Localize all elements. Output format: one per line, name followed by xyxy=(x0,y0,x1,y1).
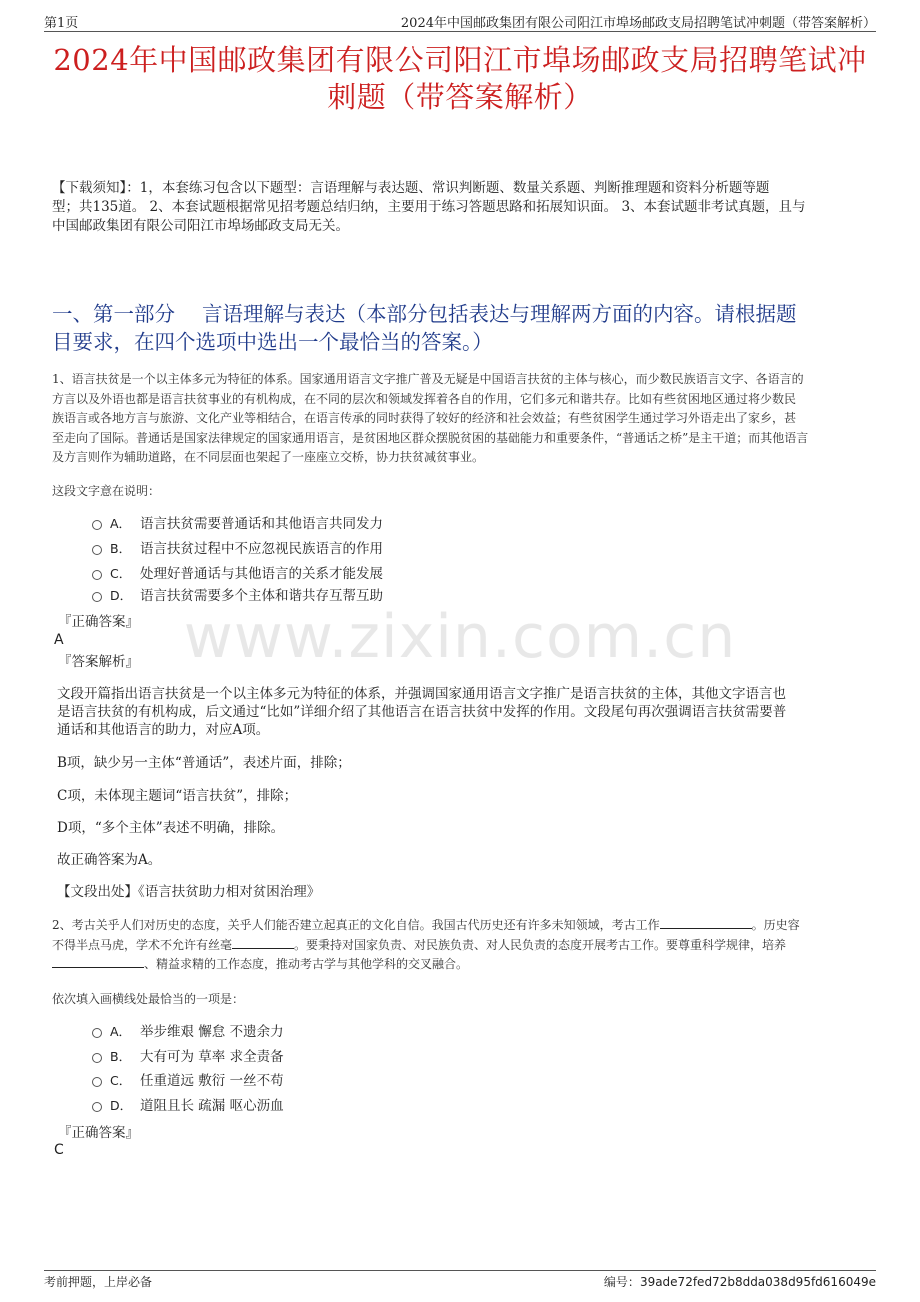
passage-line: 1、语言扶贫是一个以主体多元为特征的体系。国家通用语言文字推广普及无疑是中国语言扶贫的主体与核心，而少数民族语言文字、各语言的 xyxy=(52,372,804,386)
question-2-passage xyxy=(52,916,868,975)
radio-icon[interactable] xyxy=(92,1102,102,1112)
notice-line-1: 【下载须知】：1，本套练习包含以下题型：言语理解与表达题、常识判断题、数量关系题、判断推理题和资料分析题等题 xyxy=(52,180,770,196)
passage-line: 及方言则作为辅助道路，在不同层面也架起了一座座立交桥，协力扶贫减贫事业。 xyxy=(52,450,485,464)
section-line-2: 目要求，在四个选项中选出一个最恰当的答案。） xyxy=(52,330,493,354)
q2-answer: C xyxy=(54,1142,64,1158)
option-text: 处理好普通话与其他语言的关系才能发展 xyxy=(140,566,383,582)
analysis-line: 通话和其他语言的助力，对应A项。 xyxy=(57,722,270,738)
title-line-2: 刺题（带答案解析） xyxy=(327,80,593,114)
q1-option-a[interactable] xyxy=(92,515,383,533)
q2-option-b[interactable] xyxy=(92,1048,284,1066)
q1-note-b: B项，缺少另一主体“普通话”，表述片面，排除； xyxy=(57,755,351,771)
q1-note-c: C项，未体现主题词“语言扶贫”，排除； xyxy=(57,788,298,804)
passage-line xyxy=(52,955,868,975)
footer-slogan: 考前押题，上岸必备 xyxy=(44,1275,153,1289)
header-divider xyxy=(44,31,876,32)
radio-icon[interactable] xyxy=(92,1053,102,1063)
section-heading xyxy=(52,300,860,356)
q1-analysis-label: 『答案解析』 xyxy=(58,654,139,670)
option-letter: A． xyxy=(110,516,132,531)
option-letter: A． xyxy=(110,1024,132,1039)
option-letter: C． xyxy=(110,566,132,581)
footer-code-value: 39ade72fed72b8dda038d95fd616049e xyxy=(639,1275,876,1289)
option-text: 道阻且长 疏漏 呕心沥血 xyxy=(140,1098,284,1114)
option-text: 语言扶贫需要多个主体和谐共存互帮互助 xyxy=(140,588,383,604)
footer-code xyxy=(604,1273,876,1290)
q2-option-d[interactable] xyxy=(92,1097,284,1115)
q1-source: 【文段出处】《语言扶贫助力相对贫困治理》 xyxy=(57,884,321,900)
analysis-line: 文段开篇指出语言扶贫是一个以主体多元为特征的体系，并强调国家通用语言文字推广是语言扶贫的主体，其他文字语言也 xyxy=(57,686,786,702)
notice-line-2: 型；共135道。 2、本套试题根据常见招考题总结归纳，主要用于练习答题思路和拓展知识面。 3、本套试题非考试真题，且与 xyxy=(52,199,806,215)
option-letter: D． xyxy=(110,1098,133,1113)
option-letter: C． xyxy=(110,1073,132,1088)
passage-line: 族语言或各地方言与旅游、文化产业等相结合，在语言传承的同时获得了较好的经济和社会效益；有些贫困学生通过学习外语走出了家乡，甚 xyxy=(52,411,797,425)
passage-text: 、精益求精的工作态度，推动考古学与其他学科的交叉融合。 xyxy=(144,957,469,971)
q1-answer-label: 『正确答案』 xyxy=(58,614,139,630)
passage-text: 。历史容 xyxy=(751,918,800,932)
q2-option-c[interactable] xyxy=(92,1072,284,1090)
passage-line xyxy=(52,936,868,956)
notice-line-3: 中国邮政集团有限公司阳江市埠场邮政支局无关。 xyxy=(52,218,349,234)
page-number: 第1页 xyxy=(44,16,79,31)
q1-conclusion: 故正确答案为A。 xyxy=(57,852,162,868)
fill-blank-1 xyxy=(660,916,752,929)
radio-icon[interactable] xyxy=(92,570,102,580)
question-1-stem: 这段文字意在说明： xyxy=(52,484,161,498)
analysis-line: 是语言扶贫的有机构成，后文通过“比如”详细介绍了其他语言在语言扶贫中发挥的作用。文段尾句再次强调语言扶贫需要普 xyxy=(57,704,787,720)
section-line-1: 一、第一部分 言语理解与表达（本部分包括表达与理解两方面的内容。请根据题 xyxy=(52,302,797,326)
q2-answer-label: 『正确答案』 xyxy=(58,1125,139,1141)
radio-icon[interactable] xyxy=(92,1077,102,1087)
radio-icon[interactable] xyxy=(92,520,102,530)
q2-option-a[interactable] xyxy=(92,1023,284,1041)
passage-line: 至走向了国际。普通话是国家法律规定的国家通用语言，是贫困地区群众摆脱贫困的基础能力和重要条件，“普通话之桥”是主干道；而其他语言 xyxy=(52,430,809,445)
question-2-stem: 依次填入画横线处最恰当的一项是： xyxy=(52,992,245,1006)
q1-option-b[interactable] xyxy=(92,540,383,558)
option-text: 语言扶贫过程中不应忽视民族语言的作用 xyxy=(140,541,383,557)
q1-option-c[interactable] xyxy=(92,565,383,583)
watermark: www.zixin.com.cn xyxy=(183,602,737,672)
fill-blank-2 xyxy=(232,936,294,949)
passage-text: 不得半点马虎，学术不允许有丝毫 xyxy=(52,937,233,952)
passage-line: 方言以及外语也都是语言扶贫事业的有机构成，在不同的层次和领域发挥着各自的作用，它们多元和谐共存。比如有些贫困地区通过将少数民 xyxy=(52,391,797,406)
option-letter: B． xyxy=(110,1049,132,1064)
radio-icon[interactable] xyxy=(92,592,102,602)
q1-analysis-text xyxy=(57,685,868,739)
option-text: 大有可为 草率 求全责备 xyxy=(140,1049,284,1065)
option-text: 语言扶贫需要普通话和其他语言共同发力 xyxy=(140,516,383,532)
option-text: 举步维艰 懈怠 不遗余力 xyxy=(140,1024,284,1040)
page-title xyxy=(44,42,876,116)
footer-divider xyxy=(44,1270,876,1271)
passage-text: 2、考古关乎人们对历史的态度，关乎人们能否建立起真正的文化自信。我国古代历史还有许多未知领域，考古工作 xyxy=(52,918,660,932)
q1-note-d: D项，“多个主体”表述不明确，排除。 xyxy=(57,820,285,836)
radio-icon[interactable] xyxy=(92,1028,102,1038)
footer-code-label: 编号： xyxy=(603,1275,640,1289)
title-line-1: 2024年中国邮政集团有限公司阳江市埠场邮政支局招聘笔试冲 xyxy=(53,43,867,77)
option-letter: B． xyxy=(110,541,132,556)
passage-text: 。要秉持对国家负责、对民族负责、对人民负责的态度开展考古工作。要尊重科学规律，培养 xyxy=(294,937,787,952)
question-1-passage xyxy=(52,370,868,468)
radio-icon[interactable] xyxy=(92,545,102,555)
q1-answer: A xyxy=(54,632,64,648)
passage-line xyxy=(52,916,868,936)
header-doc-title: 2024年中国邮政集团有限公司阳江市埠场邮政支局招聘笔试冲刺题（带答案解析） xyxy=(400,16,876,31)
download-notice xyxy=(52,179,868,236)
option-letter: D． xyxy=(110,588,133,603)
fill-blank-3 xyxy=(52,955,144,968)
option-text: 任重道远 敷衍 一丝不苟 xyxy=(140,1073,284,1089)
